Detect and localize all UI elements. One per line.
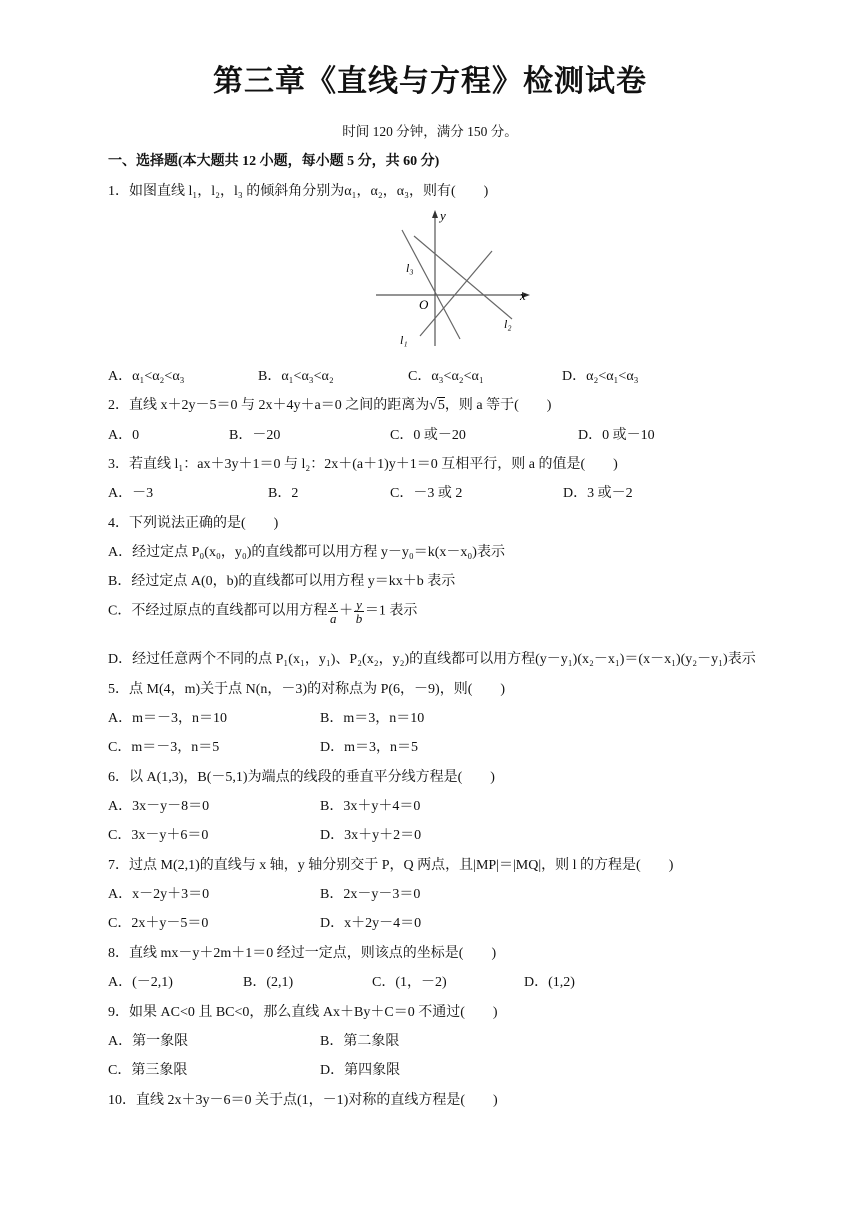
origin-label: O	[419, 297, 429, 312]
q4-option-d: D．经过任意两个不同的点 P₁(x₁，y₁)、P₂(x₂，y₂)的直线都可以用方程(y－y₁)(x₂－x₁)＝(x－x₁)(y₂－y₁)表示	[108, 652, 756, 667]
q9-option-c: C．第三象限	[108, 1063, 188, 1078]
q8-option-c: C．(1，－2)	[372, 975, 447, 990]
q8-option-b: B．(2,1)	[243, 975, 294, 990]
q9-option-a: A．第一象限	[108, 1034, 189, 1049]
q3-option-c: C．－3 或 2	[390, 486, 463, 501]
sqrt-sign: √	[429, 398, 437, 413]
q2-stem-pre: 2．直线 x＋2y－5＝0 与 2x＋4y＋a＝0 之间的距离为	[108, 398, 430, 413]
x-axis-label: x	[520, 288, 526, 303]
l1-label: l₁	[400, 333, 408, 347]
page-title: 第三章《直线与方程》检测试卷	[213, 64, 647, 99]
q5-option-a: A．m＝－3，n＝10	[108, 711, 227, 726]
q3-option-d: D．3 或－2	[563, 486, 633, 501]
question-7-stem: 7．过点 M(2,1)的直线与 x 轴，y 轴分别交于 P，Q 两点，且|MP|＝|MQ|，则 l 的方程是( )	[108, 858, 674, 873]
q9-option-b: B．第二象限	[320, 1034, 400, 1049]
question-5-stem: 5．点 M(4，m)关于点 N(n，－3)的对称点为 P(6，－9)，则( )	[108, 682, 506, 697]
question-1-stem: 1．如图直线 l₁，l₂，l₃ 的倾斜角分别为α₁，α₂，α₃，则有( )	[108, 184, 489, 199]
exam-time-info: 时间 120 分钟，满分 150 分。	[342, 124, 518, 139]
question-3-stem: 3．若直线 l₁：ax＋3y＋1＝0 与 l₂：2x＋(a＋1)y＋1＝0 互相平行，则 a 的值是( )	[108, 457, 618, 472]
q1-option-c: C．α₃<α₂<α₁	[408, 369, 484, 384]
question-8-stem: 8．直线 mx－y＋2m＋1＝0 经过一定点，则该点的坐标是( )	[108, 946, 497, 961]
q6-option-a: A．3x－y－8＝0	[108, 799, 210, 814]
question-1-figure	[372, 206, 532, 350]
y-axis-arrow	[432, 210, 438, 218]
q2-option-c: C．0 或－20	[390, 428, 466, 443]
q6-option-c: C．3x－y＋6＝0	[108, 828, 209, 843]
q9-option-d: D．第四象限	[320, 1063, 401, 1078]
question-9-stem: 9．如果 AC<0 且 BC<0，那么直线 Ax＋By＋C＝0 不通过( )	[108, 1005, 498, 1020]
q2-option-b: B．－20	[229, 428, 281, 443]
q6-option-d: D．3x＋y＋2＝0	[320, 828, 422, 843]
fraction-x-over-a: $\frac{x}{a}$	[329, 597, 337, 626]
q7-option-b: B．2x－y－3＝0	[320, 887, 421, 902]
question-4-stem: 4．下列说法正确的是( )	[108, 516, 279, 531]
line-l2	[414, 236, 512, 319]
section-heading: 一、选择题(本大题共 12 小题，每小题 5 分，共 60 分)	[108, 154, 440, 169]
fraction-y-over-b: $\frac{y}{b}$	[355, 597, 363, 626]
q5-option-c: C．m＝－3，n＝5	[108, 740, 220, 755]
q4-option-a: A．经过定点 P₀(x₀，y₀)的直线都可以用方程 y－y₀＝k(x－x₀)表示	[108, 545, 505, 560]
q8-option-d: D．(1,2)	[524, 975, 575, 990]
l3-label: l₃	[406, 261, 414, 275]
q6-option-b: B．3x＋y＋4＝0	[320, 799, 421, 814]
y-axis-label: y	[440, 208, 446, 223]
q4-option-c-text: C．不经过原点的直线都可以用方程	[108, 603, 328, 619]
q2-option-a: A．0	[108, 428, 140, 443]
q5-option-d: D．m＝3，n＝5	[320, 740, 418, 755]
q7-option-a: A．x－2y＋3＝0	[108, 887, 210, 902]
q3-option-b: B．2	[268, 486, 299, 501]
q2-radicand: 5	[437, 398, 445, 413]
q7-option-d: D．x＋2y－4＝0	[320, 916, 422, 931]
q1-option-b: B．α₁<α₃<α₂	[258, 369, 334, 384]
question-10-stem: 10．直线 2x＋3y－6＝0 关于点(1，－1)对称的直线方程是( )	[108, 1093, 498, 1108]
question-2-stem	[108, 394, 551, 414]
q2-stem-post: ，则 a 等于( )	[444, 398, 552, 413]
q3-option-a: A．－3	[108, 486, 154, 501]
q4-option-b: B．经过定点 A(0，b)的直线都可以用方程 y＝kx＋b 表示	[108, 574, 456, 589]
q4-option-c-tail: ＝1 表示	[364, 603, 418, 619]
q7-option-c: C．2x＋y－5＝0	[108, 916, 209, 931]
q4-option-c: C．不经过原点的直线都可以用方程 $\frac{x}{a}$ ＋ $\frac{y}{b}$ ＝1 表示	[108, 597, 418, 626]
q1-option-a: A．α₁<α₂<α₃	[108, 369, 185, 384]
q2-option-d: D．0 或－10	[578, 428, 655, 443]
l2-label: l₂	[504, 317, 512, 331]
q8-option-a: A．(－2,1)	[108, 975, 173, 990]
question-6-stem: 6．以 A(1,3)，B(－5,1)为端点的线段的垂直平分线方程是( )	[108, 770, 495, 785]
q1-option-d: D．α₂<α₁<α₃	[562, 369, 639, 384]
q5-option-b: B．m＝3，n＝10	[320, 711, 425, 726]
